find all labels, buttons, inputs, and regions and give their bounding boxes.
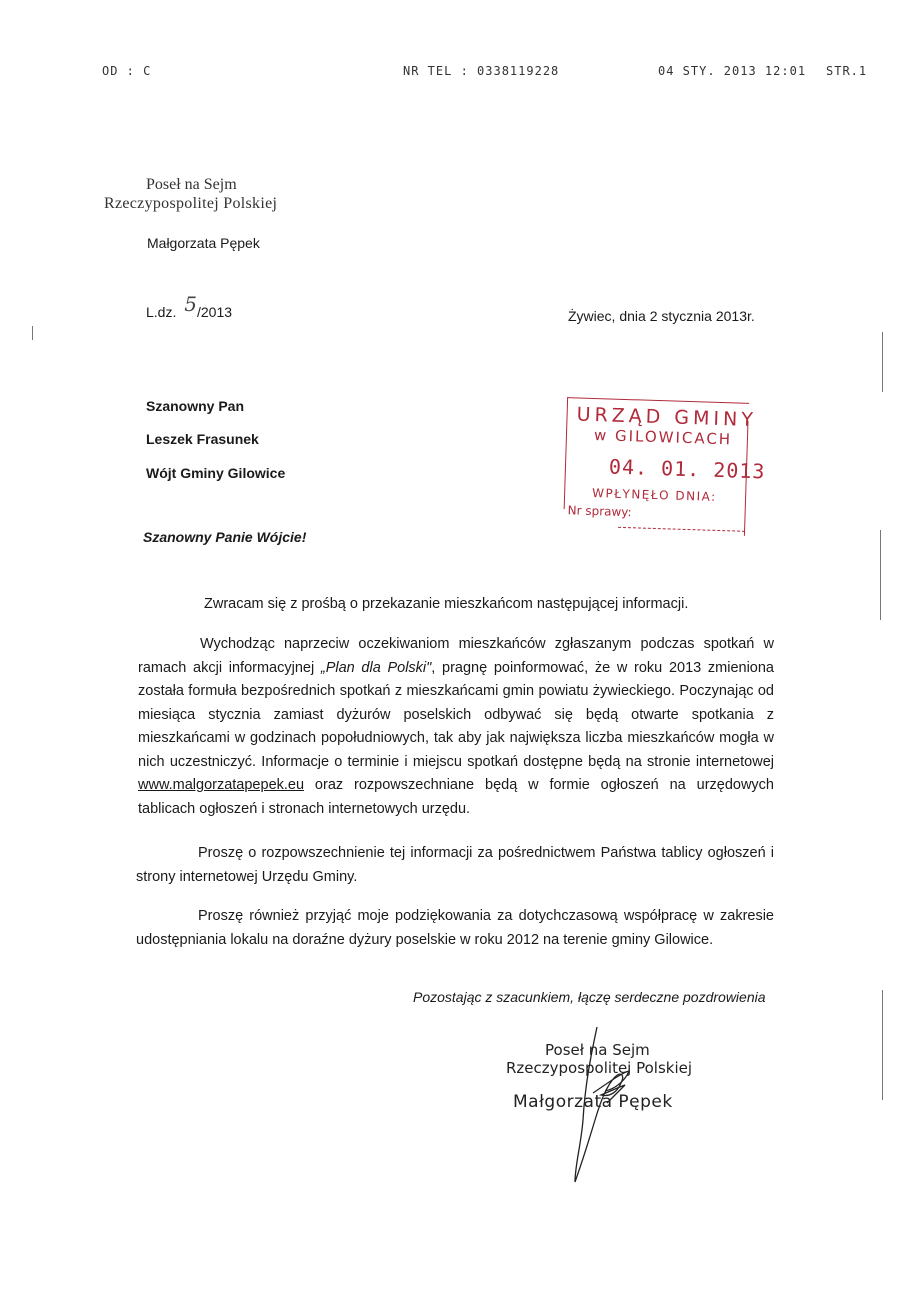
recipient-name: Leszek Frasunek <box>146 431 259 447</box>
reference-number <box>146 292 233 322</box>
received-stamp <box>563 397 766 538</box>
sender-title-line1: Poseł na Sejm <box>146 176 237 193</box>
fax-from: OD : C <box>102 64 152 78</box>
fax-margin-mark <box>882 332 883 392</box>
sender-name: Małgorzata Pępek <box>147 235 260 251</box>
closing-line: Pozostając z szacunkiem, łączę serdeczne pozdrowienia <box>413 989 766 1005</box>
reference-prefix: L.dz. <box>146 304 177 320</box>
fax-margin-mark <box>32 326 33 340</box>
recipient-position: Wójt Gminy Gilowice <box>146 465 286 481</box>
stamp-case-label: Nr sprawy: <box>567 503 632 520</box>
signature-title-line2: Rzeczypospolitej Polskiej <box>506 1059 693 1077</box>
paragraph-intro: Zwracam się z prośbą o przekazanie mieszkańcom następującej informacji. <box>204 596 689 612</box>
paragraph-main: Wychodząc naprzeciw oczekiwaniom mieszkańców zgłaszanym podczas spotkań w ramach akcji informacyjnej „Plan dla Polski", pragnę poinformować, że w roku 2013 zmieniona została formuła bezpośrednich spotkań z mieszkańcami gmin powiatu żywieckiego. Poczynając od miesiąca stycznia zamiast dyżurów poselskich odbywać się będą otwarte spotkania z mieszkańcami w godzinach popołudniowych, tak aby jak największa liczba mieszkańców mogła w nich uczestniczyć. Informacje o terminie i miejscu spotkań dostępne będą na stronie internetowej www.malgorzatapepek.eu oraz rozpowszechniane będą w formie ogłoszeń na urzędowych tablicach ogłoszeń i stronach internetowych urzędu. <box>138 636 774 817</box>
fax-phone: NR TEL : 0338119228 <box>403 64 560 78</box>
place-date: Żywiec, dnia 2 stycznia 2013r. <box>568 308 755 324</box>
handwritten-signature <box>555 1025 655 1190</box>
paragraph-request: Proszę o rozpowszechnienie tej informacji za pośrednictwem Państwa tablicy ogłoszeń i strony internetowej Urzędu Gminy. <box>136 845 774 885</box>
sender-title-line2: Rzeczypospolitej Polskiej <box>104 195 278 212</box>
reference-handwritten-number: 5 <box>184 292 197 316</box>
fax-margin-mark <box>882 990 883 1100</box>
stamp-office-name: URZĄD GMINY <box>576 403 758 432</box>
stamp-office-location: w GILOWICACH <box>593 426 733 449</box>
signature-title-line1: Poseł na Sejm <box>545 1041 650 1059</box>
recipient-line1: Szanowny Pan <box>146 398 245 414</box>
signature-printed-name: Małgorzata Pępek <box>513 1092 673 1112</box>
campaign-name: „Plan dla Polski" <box>320 659 432 676</box>
reference-suffix: /2013 <box>196 304 233 320</box>
salutation: Szanowny Panie Wójcie! <box>143 529 307 545</box>
fax-page-number: STR.1 <box>826 64 868 78</box>
fax-margin-mark <box>880 530 881 620</box>
stamp-date: 04. 01. 2013 <box>608 454 766 484</box>
stamp-received-label: WPŁYNĘŁO DNIA: <box>591 486 717 504</box>
paragraph-thanks: Proszę również przyjąć moje podziękowania za dotychczasową współpracę w zakresie udostępniania lokalu na doraźne dyżury poselskie w roku 2012 na terenie gminy Gilowice. <box>136 908 774 948</box>
website-link[interactable]: www.malgorzatapepek.eu <box>138 777 305 793</box>
fax-timestamp: 04 STY. 2013 12:01 <box>658 64 807 78</box>
